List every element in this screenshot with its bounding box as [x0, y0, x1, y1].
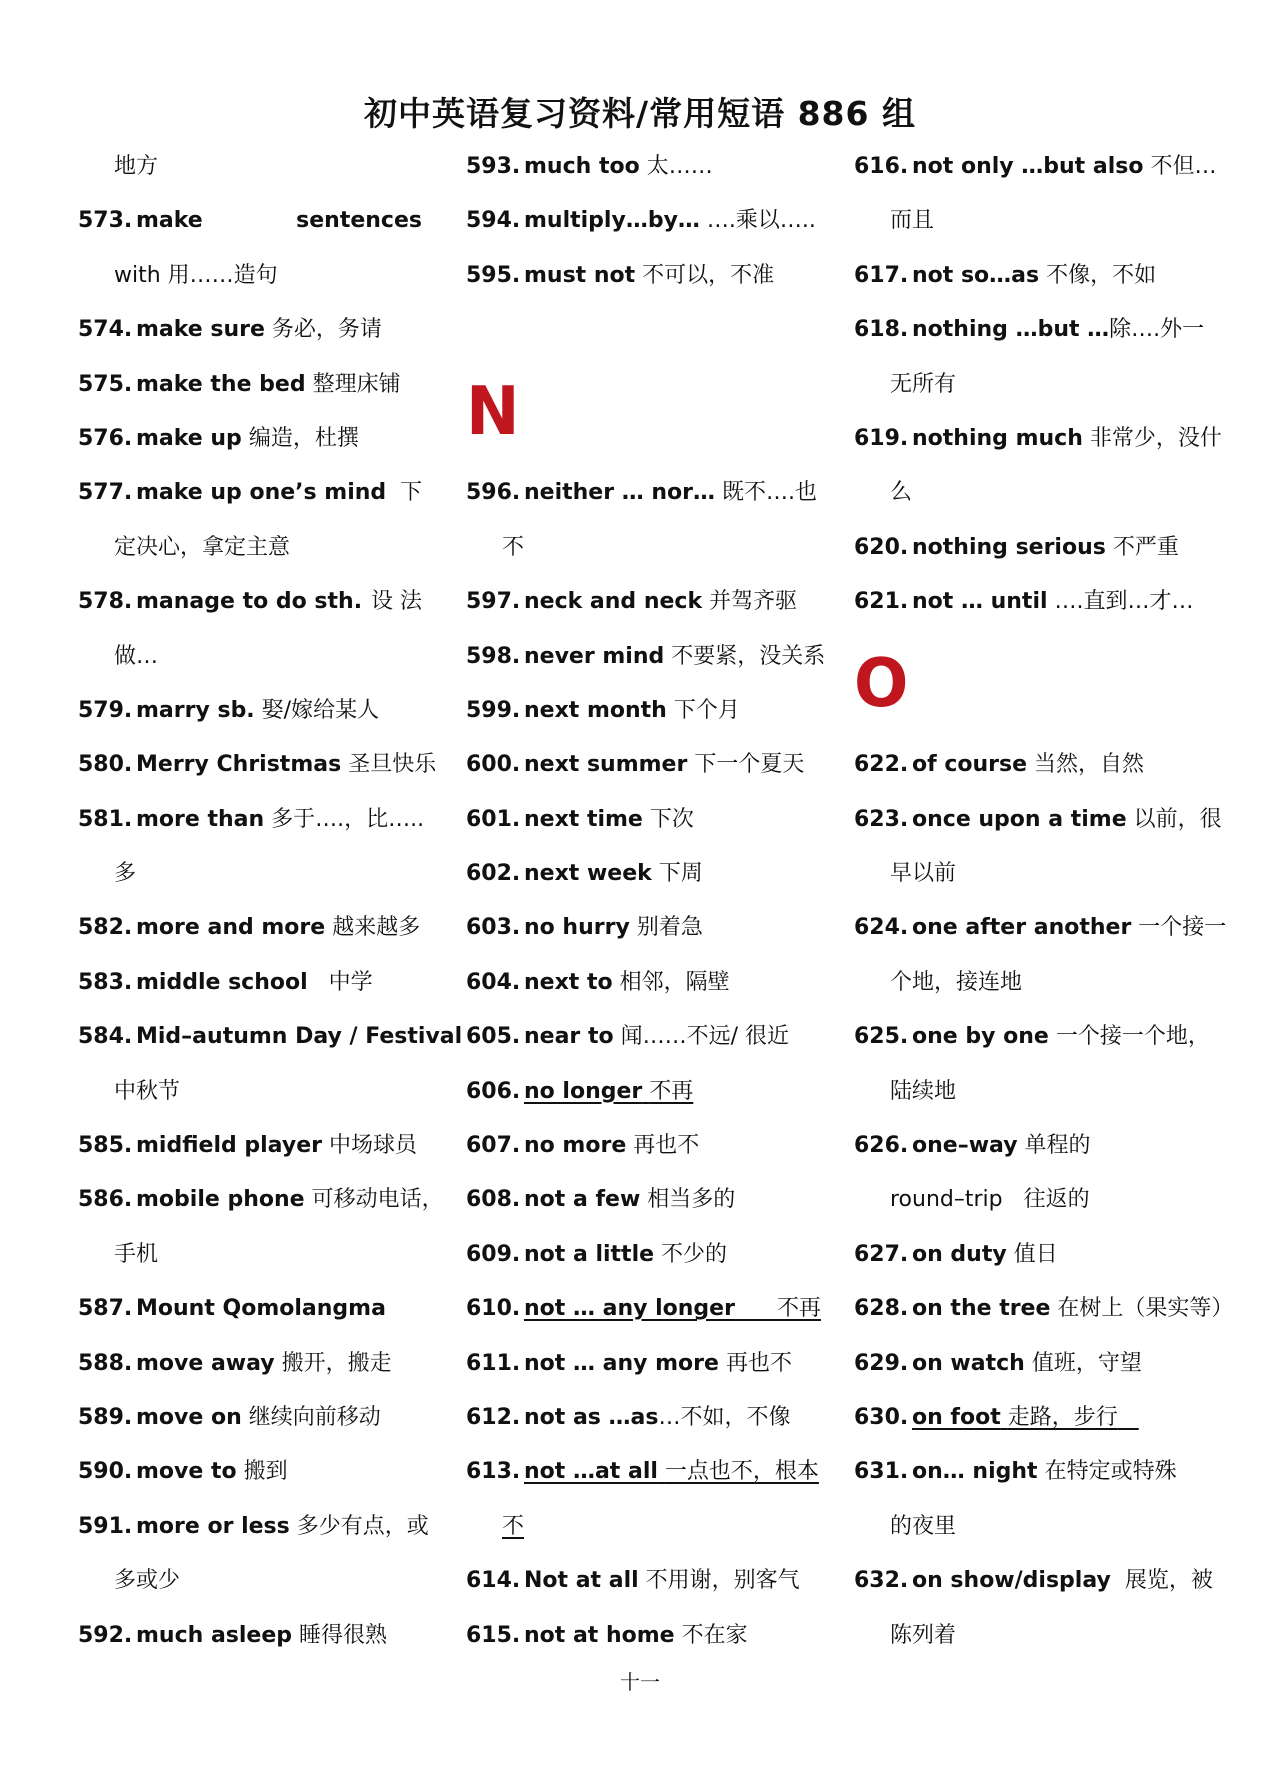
list-item-continuation: 做… [114, 643, 159, 669]
list-item: 625. one by one 一个接一个地， [854, 1024, 1210, 1050]
list-item: 585. midfield player 中场球员 [78, 1133, 417, 1159]
list-item: 586. mobile phone 可移动电话， [78, 1187, 444, 1213]
list-item: 603. no hurry 别着急 [466, 915, 703, 941]
list-item: 573. make sentences [78, 208, 422, 234]
list-item: 620. nothing serious 不严重 [854, 534, 1179, 560]
list-item: 624. one after another 一个接一 [854, 915, 1227, 941]
list-item: 616. not only …but also 不但… [854, 154, 1217, 179]
list-item: 590. move to 搬到 [78, 1459, 288, 1485]
list-item: 598. never mind 不要紧，没关系 [466, 643, 826, 669]
list-item: 606. no longer 不再 [466, 1078, 694, 1104]
list-item: 631. on… night 在特定或特殊 [854, 1459, 1177, 1485]
list-item-continuation: 个地，接连地 [890, 969, 1023, 995]
list-item: 630. on foot 走路，步行 [854, 1405, 1118, 1430]
list-item: 589. move on 继续向前移动 [78, 1404, 381, 1430]
list-item: 608. not a few 相当多的 [466, 1187, 736, 1213]
list-item: 592. much asleep 睡得很熟 [78, 1622, 388, 1648]
list-item: 576. make up 编造，杜撰 [78, 425, 359, 451]
list-item-continuation: 早以前 [890, 861, 957, 887]
spacer [466, 303, 818, 357]
list-item-continuation: 中秋节 [114, 1078, 181, 1104]
list-item: 623. once upon a time 以前，很 [854, 806, 1222, 832]
list-item: 602. next week 下周 [466, 861, 703, 887]
list-item: 617. not so…as 不像，不如 [854, 262, 1157, 288]
list-item: 582. more and more 越来越多 [78, 915, 421, 941]
list-item: 626. one–way 单程的 [854, 1133, 1091, 1159]
list-item: 609. not a little 不少的 [466, 1241, 728, 1267]
list-item: 611. not … any more 再也不 [466, 1350, 792, 1376]
list-item: 604. next to 相邻，隔壁 [466, 969, 730, 995]
section-letter-o: O [854, 644, 909, 723]
column-3 [854, 140, 1234, 1663]
page-number: 十一 [620, 1670, 660, 1694]
column-1 [78, 140, 463, 1663]
list-item-continuation: 手机 [114, 1241, 159, 1267]
list-item: 584. Mid–autumn Day / Festival [78, 1024, 463, 1050]
list-item-continuation: 不 [502, 534, 525, 560]
list-item: 579. marry sb. 娶/嫁给某人 [78, 697, 380, 723]
list-item: 583. middle school 中学 [78, 969, 373, 995]
list-item-continuation: 的夜里 [890, 1513, 957, 1539]
list-item: 632. on show/display 展览，被 [854, 1568, 1213, 1594]
list-item: 621. not … until ….直到…才… [854, 589, 1194, 615]
list-item: 595. must not 不可以，不准 [466, 262, 775, 288]
list-item: 601. next time 下次 [466, 806, 694, 832]
list-item: 581. more than 多于….，比….. [78, 806, 425, 832]
list-item: 607. no more 再也不 [466, 1133, 700, 1159]
list-item: 575. make the bed 整理床铺 [78, 371, 401, 397]
list-item: 627. on duty 值日 [854, 1241, 1058, 1267]
list-item: 599. next month 下个月 [466, 697, 740, 723]
list-item-continuation: 陆续地 [890, 1078, 957, 1104]
list-item-continuation: with 用……造句 [114, 262, 278, 288]
list-item: 622. of course 当然，自然 [854, 752, 1145, 778]
list-item: 594. multiply…by… ….乘以….. [466, 208, 816, 234]
list-item: 591. more or less 多少有点，或 [78, 1513, 429, 1539]
list-item: 596. neither … nor… 既不….也 [466, 480, 818, 506]
list-item: 615. not at home 不在家 [466, 1622, 748, 1648]
page-title: 初中英语复习资料/常用短语 886 组 [364, 94, 916, 133]
list-item-continuation: 多 [114, 861, 137, 887]
list-item-continuation: 不 [502, 1513, 525, 1539]
list-item: 577. make up one’s mind 下 [78, 480, 422, 506]
list-item: 600. next summer 下一个夏天 [466, 752, 805, 778]
section-letter-n: N [466, 372, 520, 451]
list-item: 629. on watch 值班，守望 [854, 1350, 1142, 1376]
list-item: 619. nothing much 非常少，没什 [854, 425, 1222, 451]
list-item: 588. move away 搬开，搬走 [78, 1350, 392, 1376]
list-item-continuation: round–trip 往返的 [890, 1187, 1090, 1213]
list-item: 593. much too 太…… [466, 154, 713, 179]
list-item: 612. not as …as…不如，不像 [466, 1405, 791, 1430]
list-item: 605. near to 闻……不远/ 很近 [466, 1024, 789, 1050]
list-item: 574. make sure 务必，务请 [78, 317, 382, 343]
list-item-continuation: 多或少 [114, 1568, 181, 1594]
list-item: 地方 [114, 154, 159, 179]
list-item-continuation: 陈列着 [890, 1622, 957, 1648]
list-item-continuation: 定决心，拿定主意 [114, 534, 291, 560]
list-item: 580. Merry Christmas 圣旦快乐 [78, 752, 437, 778]
column-2 [466, 140, 826, 1663]
list-item-continuation: 么 [890, 480, 913, 506]
list-item-continuation: 而且 [890, 208, 935, 234]
list-item: 628. on the tree 在树上（果实等） [854, 1296, 1234, 1322]
list-item: 610. not … any longer 不再 [466, 1296, 821, 1322]
list-item: 587. Mount Qomolangma [78, 1296, 386, 1322]
list-item: 597. neck and neck 并驾齐驱 [466, 589, 798, 615]
list-item: 613. not …at all 一点也不，根本 [466, 1459, 819, 1485]
list-item: 578. manage to do sth. 设 法 [78, 589, 422, 615]
list-item-continuation: 无所有 [890, 371, 957, 397]
list-item: 618. nothing …but …除….外一 [854, 317, 1205, 343]
list-item: 614. Not at all 不用谢，别客气 [466, 1568, 800, 1594]
